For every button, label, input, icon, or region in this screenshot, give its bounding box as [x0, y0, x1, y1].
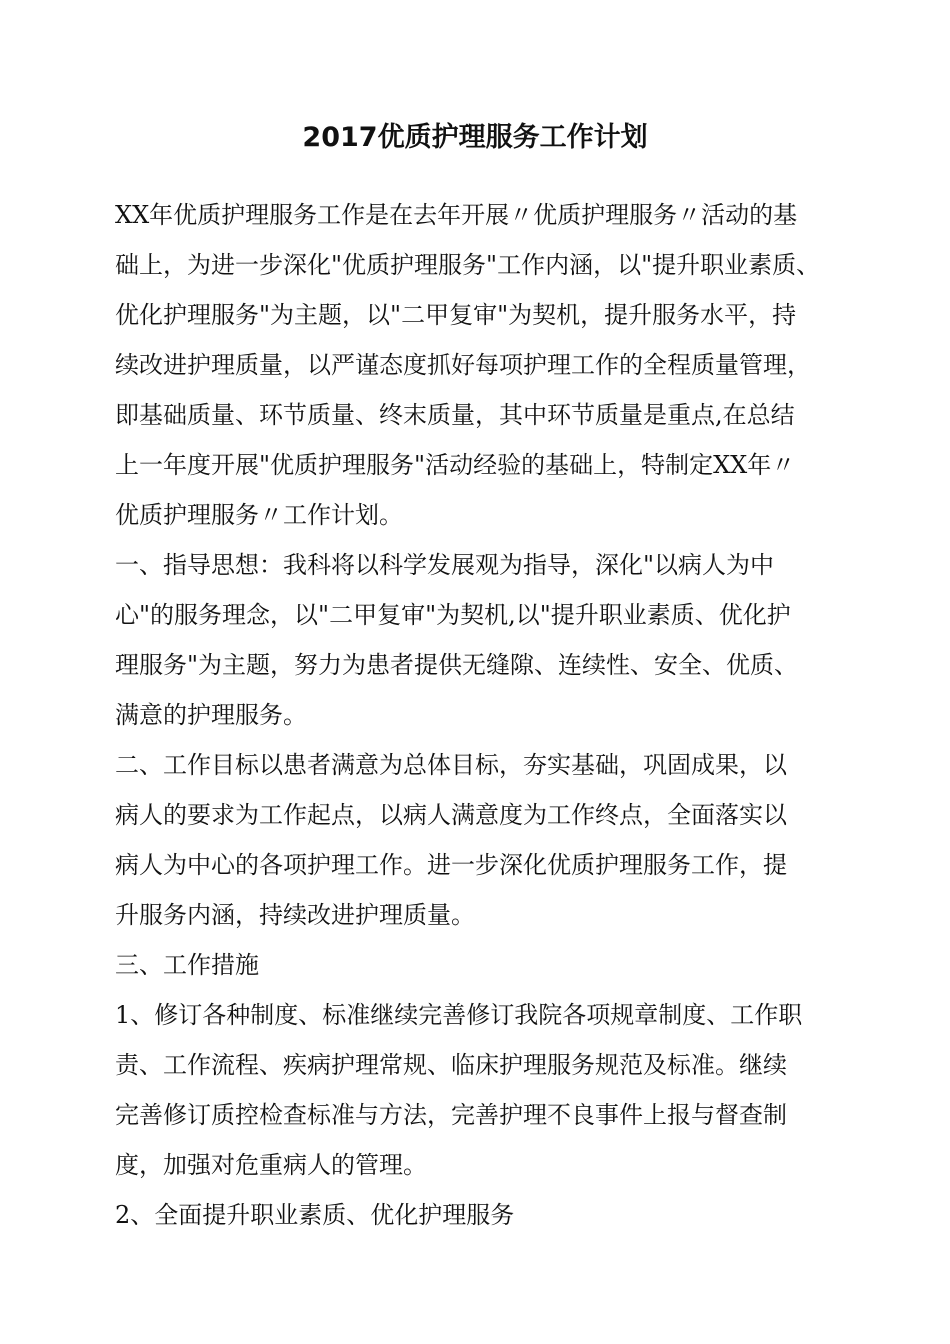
- body-line: 完善修订质控检查标准与方法，完善护理不良事件上报与督查制: [115, 1101, 787, 1129]
- body-line: 即基础质量、环节质量、终末质量，其中环节质量是重点,在总结: [115, 401, 795, 429]
- section-heading-work-measures: 三、工作措施: [115, 951, 259, 979]
- body-line: 度，加强对危重病人的管理。: [115, 1151, 427, 1179]
- body-line: 责、工作流程、疾病护理常规、临床护理服务规范及标准。继续: [115, 1051, 787, 1079]
- body-line: 升服务内涵，持续改进护理质量。: [115, 901, 475, 929]
- document-body: [115, 190, 845, 1240]
- body-line: 心"的服务理念，以"二甲复审"为契机,以"提升职业素质、优化护: [115, 601, 791, 629]
- body-line: 上一年度开展"优质护理服务"活动经验的基础上，特制定XX年〃: [115, 451, 796, 479]
- body-line: 优质护理服务〃工作计划。: [115, 501, 403, 529]
- body-line: 满意的护理服务。: [115, 701, 307, 729]
- body-line: 础上，为进一步深化"优质护理服务"工作内涵，以"提升职业素质、: [115, 251, 821, 279]
- body-line: 病人为中心的各项护理工作。进一步深化优质护理服务工作，提: [115, 851, 787, 879]
- body-line: 续改进护理质量，以严谨态度抓好每项护理工作的全程质量管理，: [115, 351, 811, 379]
- body-line: 理服务"为主题，努力为患者提供无缝隙、连续性、安全、优质、: [115, 651, 799, 679]
- document-title: 2017优质护理服务工作计划: [302, 122, 648, 153]
- list-item-1: 1、修订各种制度、标准继续完善修订我院各项规章制度、工作职: [115, 1001, 803, 1029]
- section-heading-work-goal: 二、工作目标以患者满意为总体目标，夯实基础，巩固成果，以: [115, 751, 787, 779]
- body-line: 病人的要求为工作起点，以病人满意度为工作终点，全面落实以: [115, 801, 787, 829]
- list-item-2: 2、全面提升职业素质、优化护理服务: [115, 1201, 515, 1229]
- section-heading-guiding-thought: 一、指导思想：我科将以科学发展观为指导，深化"以病人为中: [115, 551, 775, 579]
- body-line: XX年优质护理服务工作是在去年开展〃优质护理服务〃活动的基: [115, 201, 798, 229]
- body-line: 优化护理服务"为主题，以"二甲复审"为契机，提升服务水平，持: [115, 301, 797, 329]
